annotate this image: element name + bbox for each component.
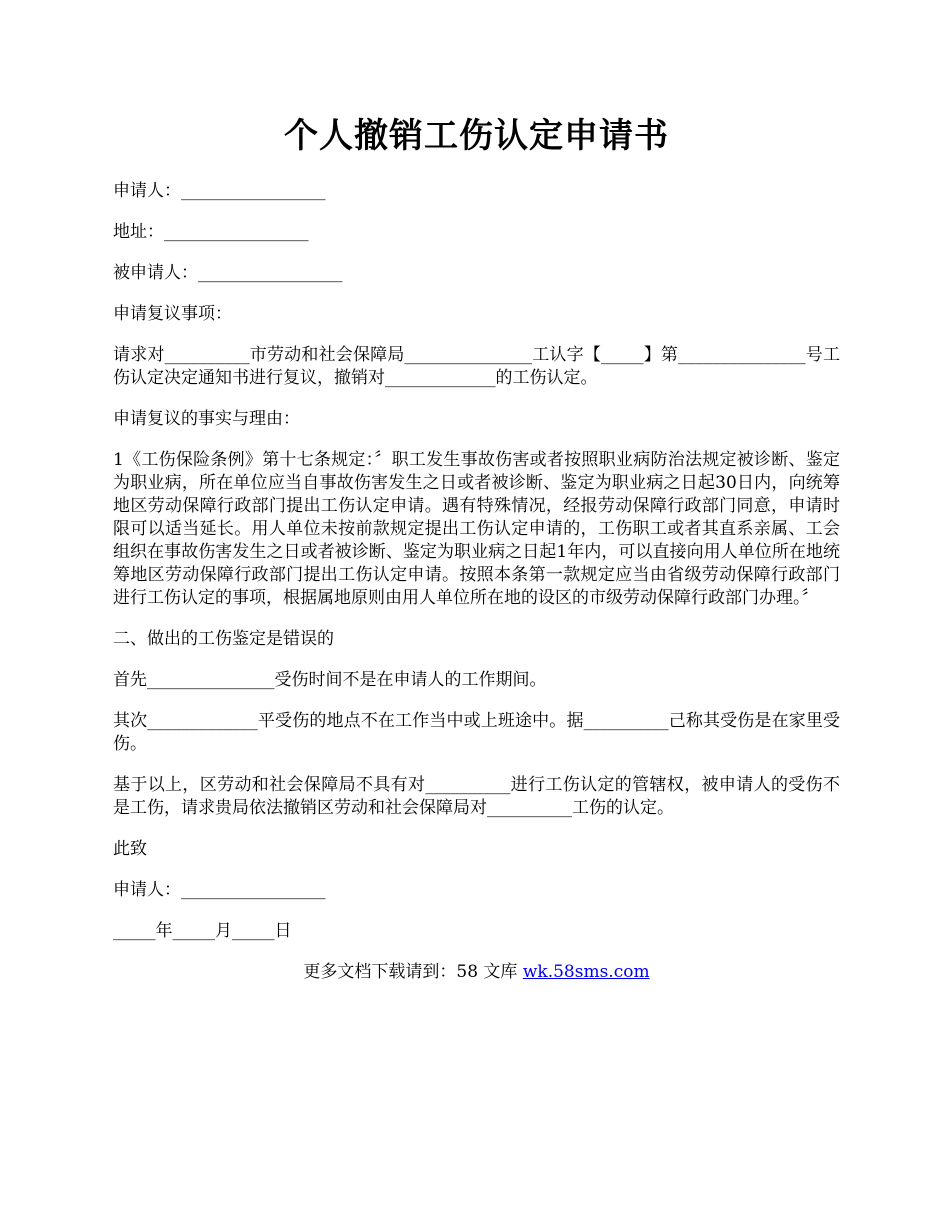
first-point: 首先_______________受伤时间不是在申请人的工作期间。 [113,670,547,690]
facts-heading: 申请复议的事实与理由： [113,409,300,429]
regulation-paragraph: 1《工伤保险条例》第十七条规定：〞职工发生事故伤害或者按照职业病防治法规定被诊断、鉴定为职业病，所在单位应当自事故伤害发生之日或者被诊断、鉴定为职业病之日起30日内，向统筹地区劳动保障行政部门提出工伤认定申请。遇有特殊情况，经报劳动保障行政部门同意，申请时限可以适当延长。用人单位未按前款规定提出工伤认定申请的，工伤职工或者其直系亲属、工会组织在事故伤害发生之日或者被诊断、鉴定为职业病之日起1年内，可以直接向用人单位所在地统筹地区劳动保障行政部门提出工伤认定申请。按照本条第一款规定应当由省级劳动保障行政部门进行工伤认定的事项，根据属地原则由用人单位所在地的设区的市级劳动保障行政部门办理。〞 [113,450,840,608]
address-line: 地址：_________________ [113,222,309,242]
applicant-line: 申请人：_________________ [113,181,326,201]
date-line: _____年_____月_____日 [113,921,292,941]
second-point: 其次_____________平受伤的地点不在工作当中或上班途中。据__________己称其受伤是在家里受伤。 [113,711,840,754]
document-title: 个人撤销工伤认定申请书 [284,116,669,156]
closing-line: 此致 [113,839,147,859]
review-items-heading: 申请复议事项： [113,304,232,324]
respondent-line: 被申请人：_________________ [113,263,343,283]
conclusion-paragraph: 基于以上，区劳动和社会保障局不具有对__________进行工伤认定的管辖权，被申请人的受伤不是工伤，请求贵局依法撤销区劳动和社会保障局对__________工伤的认定。 [113,775,840,818]
point-two: 二、做出的工伤鉴定是错误的 [113,629,334,649]
download-footer [113,961,840,984]
footer-prefix: 更多文档下载请到：58 文库 [303,962,523,982]
request-paragraph: 请求对__________市劳动和社会保障局_______________工认字【_____】第_______________号工伤认定决定通知书进行复议，撤销对_____________的工伤认定。 [113,345,840,388]
signature-line: 申请人：_________________ [113,880,326,900]
document-page [113,112,840,984]
footer-link[interactable]: wk.58sms.com [522,962,650,982]
